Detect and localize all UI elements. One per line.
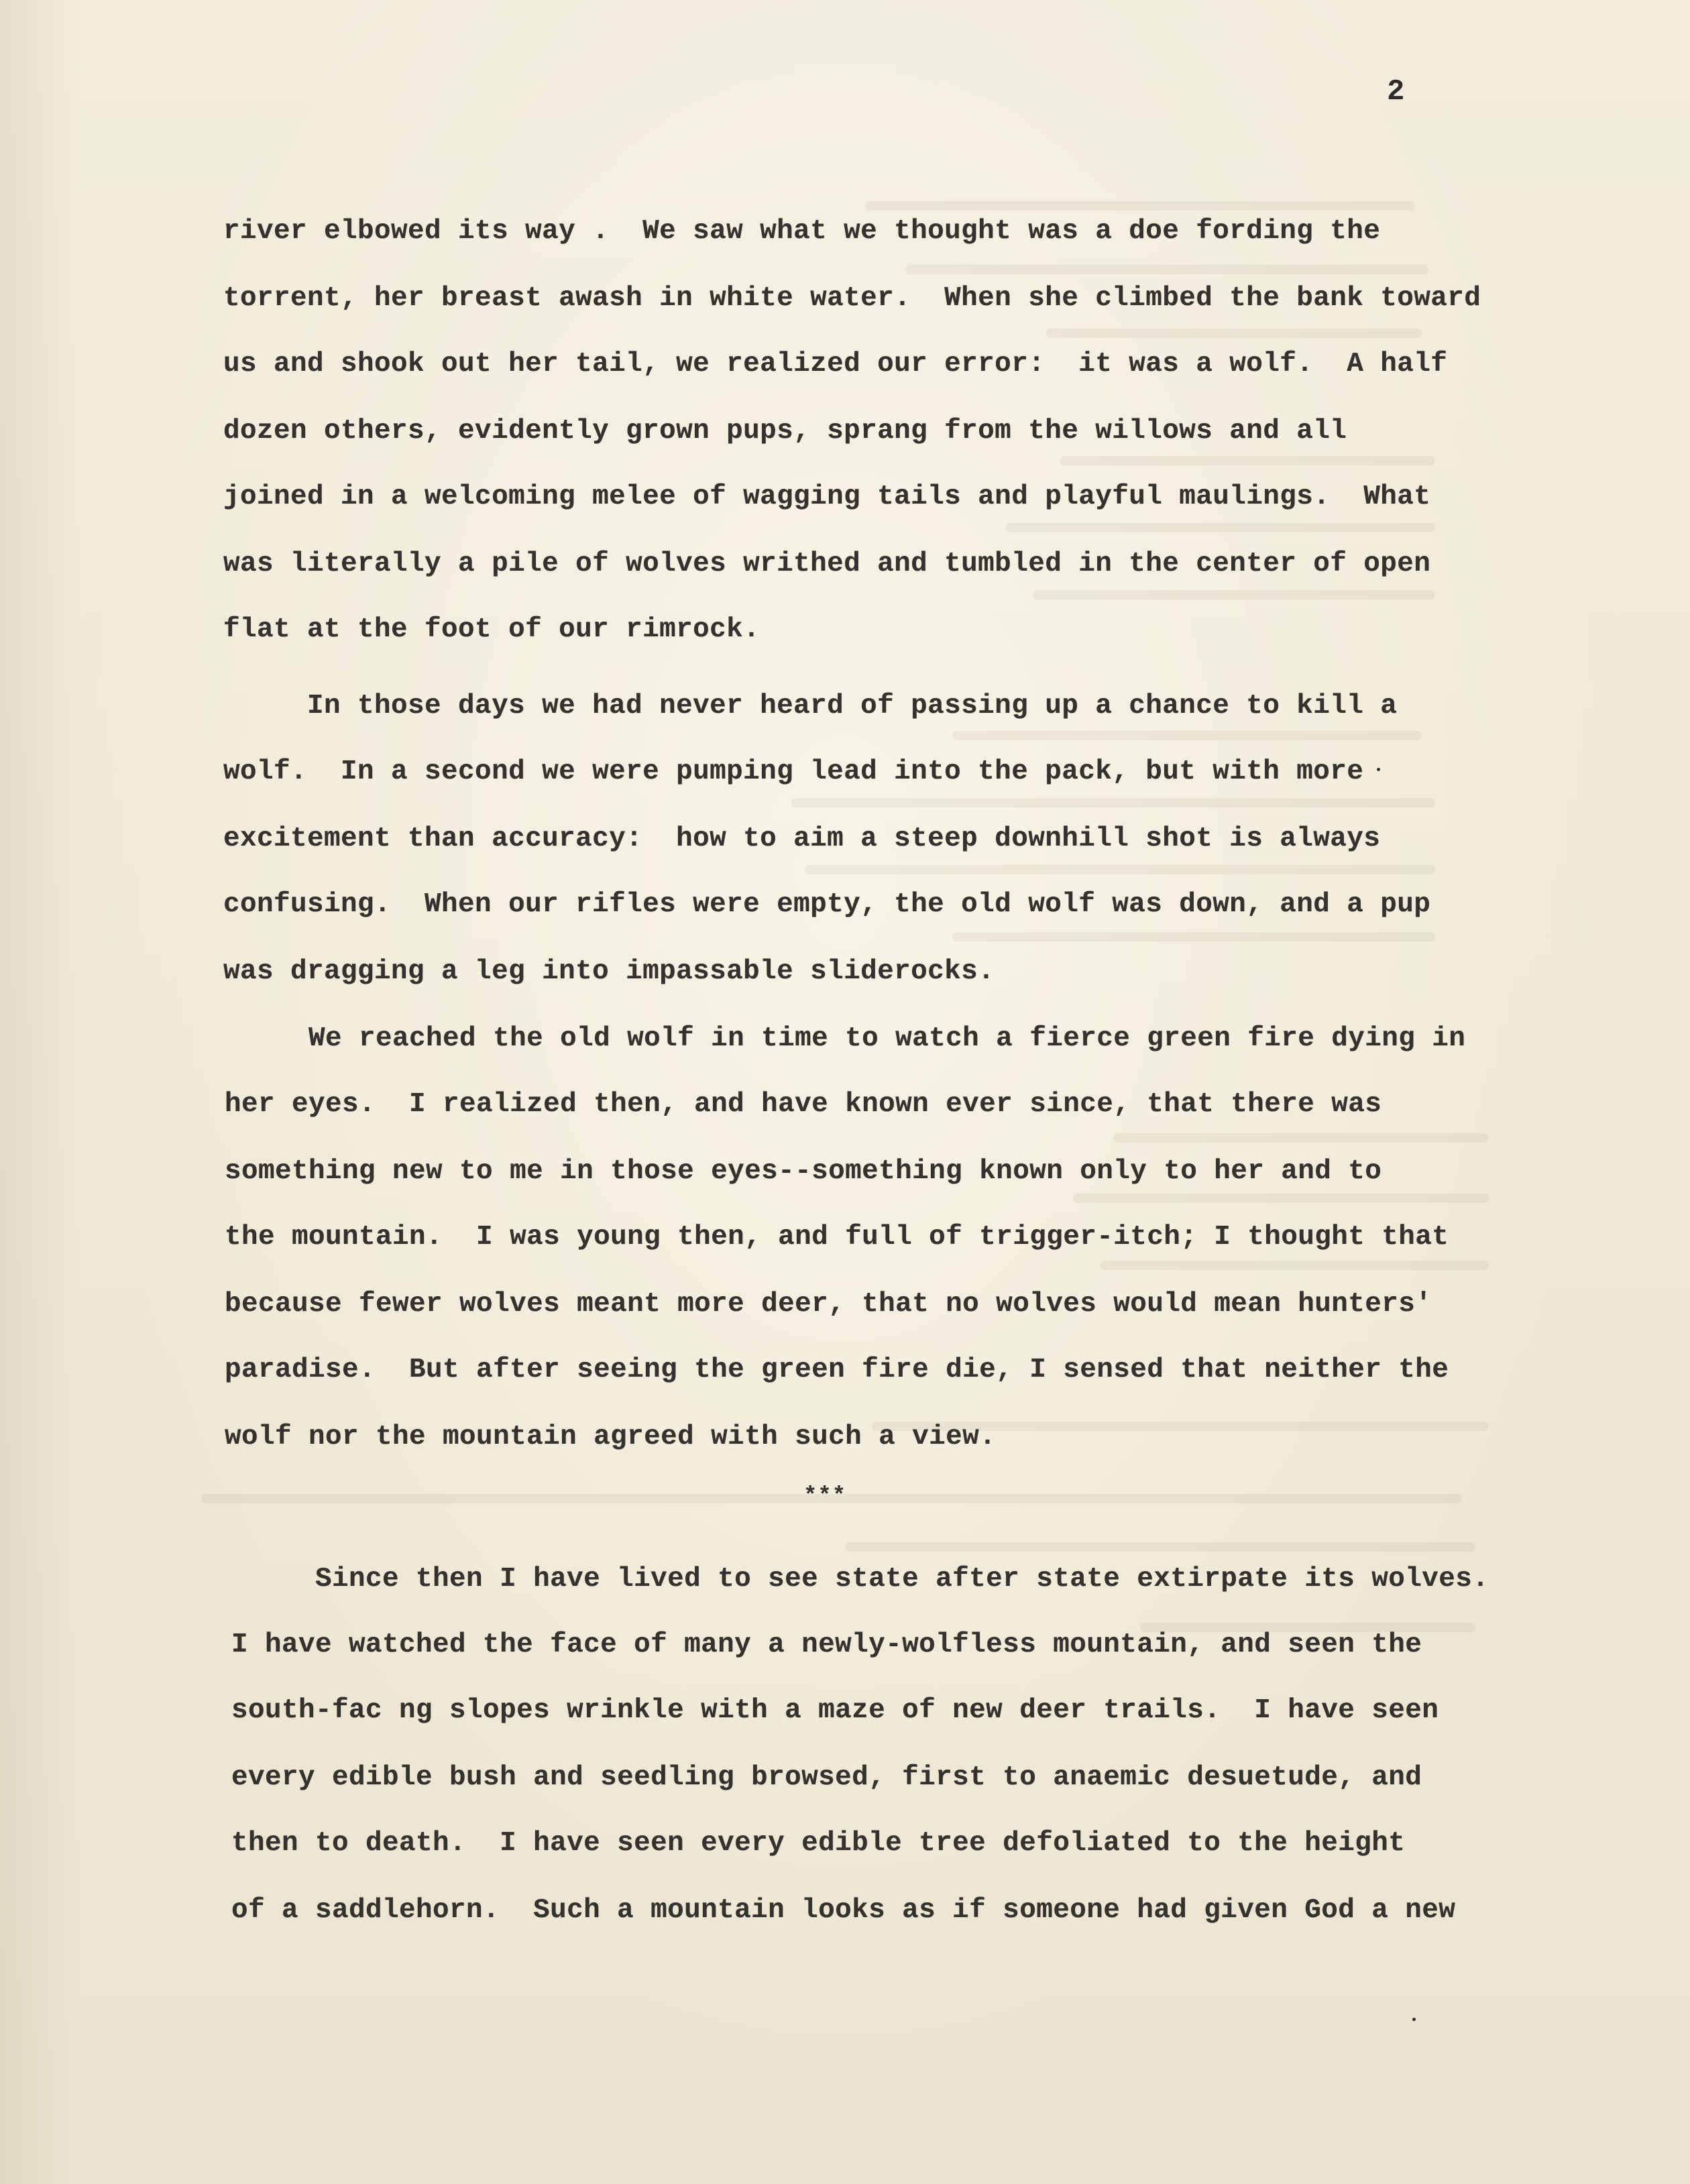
text-line: was literally a pile of wolves writhed and tumbled in the center of open: [223, 549, 1431, 579]
text-line: river elbowed its way . We saw what we thought was a doe fording the: [223, 216, 1381, 247]
text-line: then to death. I have seen every edible tree defoliated to the height: [231, 1828, 1406, 1859]
text-line: something new to me in those eyes--something known only to her and to: [225, 1156, 1382, 1187]
text-line: joined in a welcoming melee of wagging tails and playful maulings. What: [223, 481, 1431, 512]
page-number: 2: [1387, 75, 1405, 109]
text-line: every edible bush and seedling browsed, first to anaemic desuetude, and: [231, 1762, 1422, 1793]
text-line: her eyes. I realized then, and have known ever since, that there was: [225, 1089, 1382, 1120]
text-line: wolf nor the mountain agreed with such a view.: [225, 1422, 997, 1452]
text-line: wolf. In a second we were pumping lead into the pack, but with more: [223, 756, 1364, 787]
text-line: us and shook out her tail, we realized our error: it was a wolf. A half: [223, 349, 1448, 380]
text-line: excitement than accuracy: how to aim a steep downhill shot is always: [223, 823, 1381, 854]
paper-edge-shadow: [0, 0, 80, 2184]
text-line: dozen others, evidently grown pups, sprang from the willows and all: [223, 416, 1347, 447]
text-line: was dragging a leg into impassable sliderocks.: [223, 956, 995, 987]
ink-speck: [1412, 2018, 1416, 2021]
text-line: because fewer wolves meant more deer, that no wolves would mean hunters': [225, 1289, 1432, 1320]
text-line: torrent, her breast awash in white water. When she climbed the bank toward: [223, 283, 1481, 314]
text-line: of a saddlehorn. Such a mountain looks as if someone had given God a new: [231, 1895, 1456, 1926]
text-line: In those days we had never heard of passing up a chance to kill a: [223, 691, 1398, 722]
text-line: south-fac ng slopes wrinkle with a maze of new deer trails. I have seen: [231, 1695, 1439, 1726]
section-separator: ***: [803, 1484, 847, 1509]
text-line: the mountain. I was young then, and full of trigger-itch; I thought that: [225, 1222, 1449, 1253]
text-line: paradise. But after seeing the green fire die, I sensed that neither the: [225, 1355, 1449, 1385]
text-line: I have watched the face of many a newly-wolfless mountain, and seen the: [231, 1629, 1422, 1660]
text-line: Since then I have lived to see state after state extirpate its wolves.: [231, 1564, 1489, 1595]
text-line: flat at the foot of our rimrock.: [223, 614, 760, 645]
ink-speck: [1377, 768, 1380, 771]
text-line: confusing. When our rifles were empty, the old wolf was down, and a pup: [223, 889, 1431, 920]
text-line: We reached the old wolf in time to watch a fierce green fire dying in: [225, 1023, 1466, 1054]
